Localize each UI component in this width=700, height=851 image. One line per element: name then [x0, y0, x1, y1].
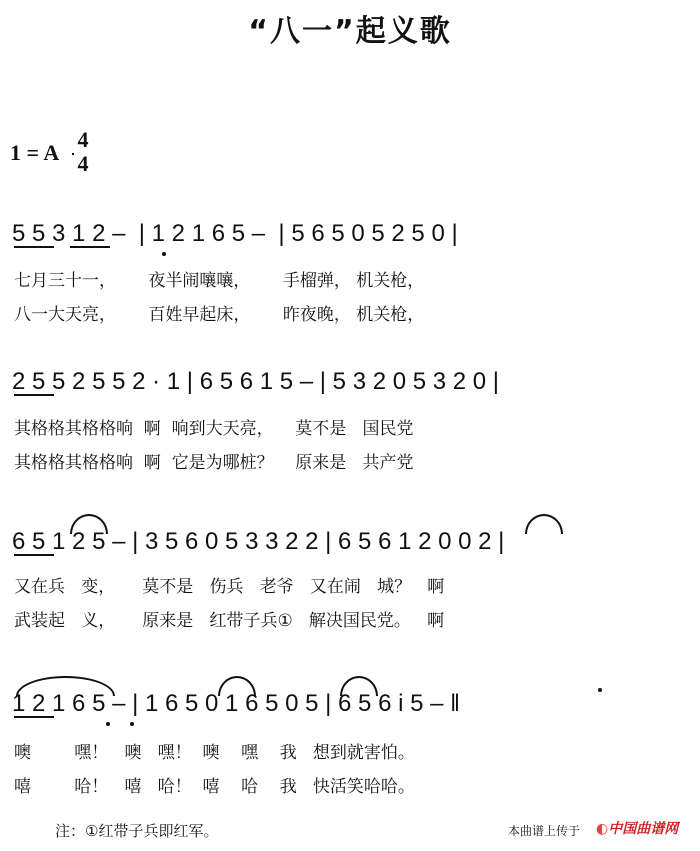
lyrics-row-3-verse-2: 武装起 义， 原来是 红带子兵① 解决国民党。 啊 [14, 611, 445, 631]
lyrics-row-3-verse-1: 又在兵 变， 莫不是 伤兵 老爷 又在闹 城？ 啊 [14, 577, 445, 597]
time-signature-top: 4 [77, 127, 89, 152]
octave-dot [162, 252, 166, 256]
lyrics-row-4-verse-2: 嘻 哈！ 嘻 哈！ 嘻 哈 我 快活笑哈哈。 [14, 777, 415, 797]
page-title: “八一”起义歌 [248, 14, 452, 49]
key-signature: 1 = A [10, 140, 60, 165]
beam-line [70, 246, 110, 248]
beam-line [14, 554, 54, 556]
time-signature [72, 128, 94, 176]
beam-line [14, 394, 54, 396]
notation-row-2: 2 5 5 2 5 5 2 · 1 | 6 5 6 1 5 – | 5 3 2 0 5 3 2 0 | [12, 368, 500, 395]
logo-mark-icon: ◐ [596, 821, 609, 837]
octave-dot [130, 722, 134, 726]
octave-dot [106, 722, 110, 726]
logo-text: 中国曲谱网 [608, 821, 679, 837]
beam-line [14, 716, 54, 718]
beam-line [14, 246, 54, 248]
time-signature-bar [72, 153, 74, 155]
time-signature-bottom: 4 [77, 151, 89, 176]
notation-row-4: 1 2 1 6 5 – | 1 6 5 0 1 6 5 0 5 | 6 5 6 i 5 – ‖ [12, 690, 461, 717]
lyrics-row-1-verse-1: 七月三十一， 夜半闹嚷嚷， 手榴弹， 机关枪， [14, 271, 425, 291]
footnote: 注：①红带子兵即红军。 [55, 822, 219, 840]
lyrics-row-1-verse-2: 八一大天亮， 百姓早起床， 昨夜晚， 机关枪， [14, 305, 425, 325]
notation-row-3: 6 5 1 2 5 – | 3 5 6 0 5 3 3 2 2 | 6 5 6 1 2 0 0 2 | [12, 528, 505, 555]
notation-row-1: 5 5 3 1 2 – | 1 2 1 6 5 – | 5 6 5 0 5 2 5 0 | [12, 220, 458, 247]
lyrics-row-2-verse-1: 其格格其格格响 啊 响到大天亮， 莫不是 国民党 [14, 419, 414, 439]
lyrics-row-2-verse-2: 其格格其格格响 啊 它是为哪桩？ 原来是 共产党 [14, 453, 414, 473]
site-logo [596, 818, 678, 838]
octave-dot-high [598, 688, 602, 692]
lyrics-row-4-verse-1: 噢 嘿！ 噢 嘿！ 噢 嘿 我 想到就害怕。 [14, 743, 415, 763]
upload-credit: 本曲谱上传于 [508, 824, 581, 838]
